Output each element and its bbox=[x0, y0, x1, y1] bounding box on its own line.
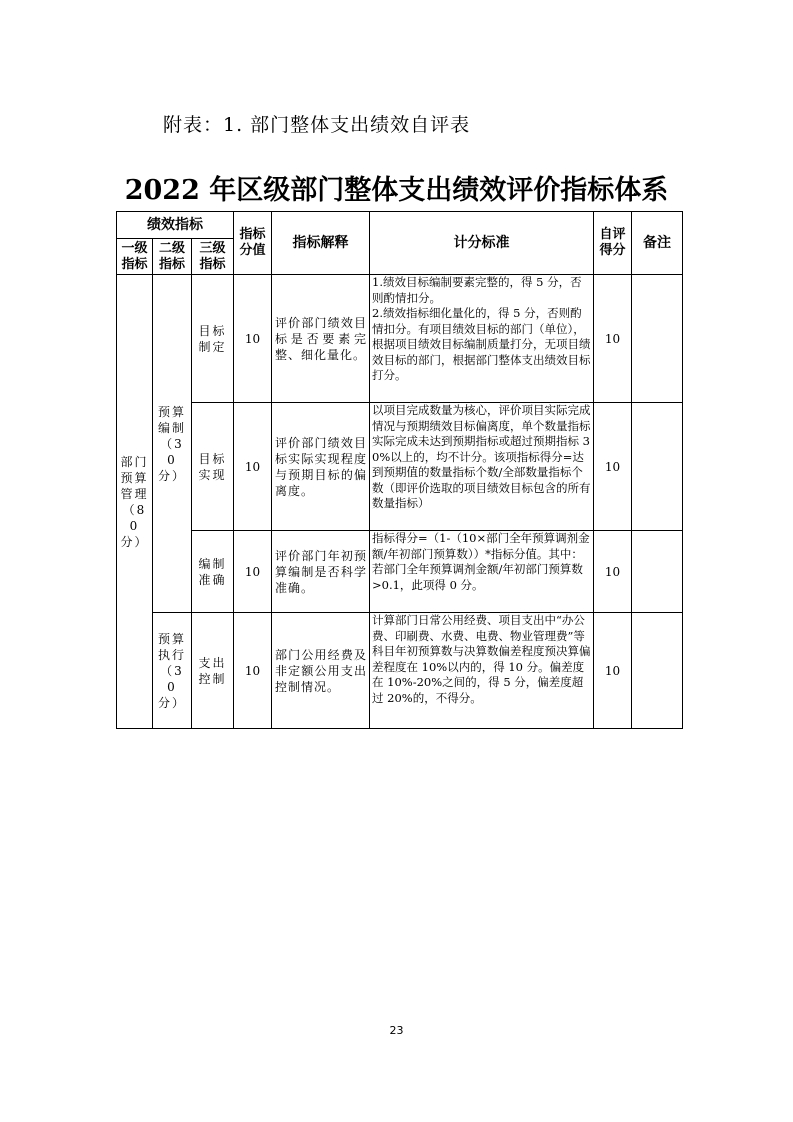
header-remarks: 备注 bbox=[632, 212, 683, 275]
self-score-cell: 10 bbox=[594, 403, 632, 531]
header-level1: 一级指标 bbox=[117, 239, 153, 275]
level1-cell: 部门预算管理（80分） bbox=[117, 275, 153, 729]
level2-cell: 预算执行（30分） bbox=[153, 613, 192, 729]
header-level2: 二级指标 bbox=[153, 239, 192, 275]
level3-cell: 目标实现 bbox=[192, 403, 234, 531]
explanation-cell: 评价部门绩效目标是否要素完整、细化量化。 bbox=[272, 275, 370, 403]
table-row bbox=[117, 403, 683, 531]
indicator-table bbox=[116, 211, 683, 729]
header-self-score: 自评得分 bbox=[594, 212, 632, 275]
header-criteria: 计分标准 bbox=[370, 212, 594, 275]
level3-cell: 支出控制 bbox=[192, 613, 234, 729]
explanation-cell: 评价部门绩效目标实际实现程度与预期目标的偏离度。 bbox=[272, 403, 370, 531]
remarks-cell bbox=[632, 613, 683, 729]
criteria-cell: 1.绩效目标编制要素完整的，得 5 分，否则酌情扣分。 2.绩效指标细化量化的，得 5 分，否则酌情扣分。有项目绩效目标的部门（单位），根据项目绩效目标编制质量打分，无项目绩效目标的部门，根据部门整体支出绩效目标打分。 bbox=[370, 275, 594, 403]
remarks-cell bbox=[632, 531, 683, 613]
self-score-cell: 10 bbox=[594, 531, 632, 613]
header-indicator: 绩效指标 bbox=[117, 212, 234, 239]
remarks-cell bbox=[632, 403, 683, 531]
table-row bbox=[117, 531, 683, 613]
header-explanation: 指标解释 bbox=[272, 212, 370, 275]
criteria-cell: 以项目完成数量为核心，评价项目实际完成情况与预期绩效目标偏离度，单个数量指标实际完成未达到预期指标或超过预期指标 30%以上的，均不计分。该项指标得分=达到预期值的数量指标个数/全部数量指标个数（即评价选取的项目绩效目标包含的所有数量指标） bbox=[370, 403, 594, 531]
weight-cell: 10 bbox=[234, 531, 272, 613]
self-score-cell: 10 bbox=[594, 275, 632, 403]
explanation-cell: 部门公用经费及非定额公用支出控制情况。 bbox=[272, 613, 370, 729]
criteria-cell: 计算部门日常公用经费、项目支出中“办公费、印刷费、水费、电费、物业管理费”等科目年初预算数与决算数偏差程度预决算偏差程度在 10%以内的，得 10 分。偏差度在 10%-20%之间的，得 5 分，偏差度超过 20%的，不得分。 bbox=[370, 613, 594, 729]
table-row bbox=[117, 275, 683, 403]
header-level3: 三级指标 bbox=[192, 239, 234, 275]
level3-cell: 编制准确 bbox=[192, 531, 234, 613]
weight-cell: 10 bbox=[234, 275, 272, 403]
page-title: 2022 年区级部门整体支出绩效评价指标体系 bbox=[124, 175, 669, 206]
level2-cell: 预算编制（30分） bbox=[153, 275, 192, 613]
explanation-cell: 评价部门年初预算编制是否科学准确。 bbox=[272, 531, 370, 613]
self-score-cell: 10 bbox=[594, 613, 632, 729]
table-row bbox=[117, 613, 683, 729]
criteria-cell: 指标得分=（1-（10×部门全年预算调剂金额/年初部门预算数））*指标分值。其中：若部门全年预算调剂金额/年初部门预算数>0.1，此项得 0 分。 bbox=[370, 531, 594, 613]
weight-cell: 10 bbox=[234, 613, 272, 729]
attachment-label: 附表：1. 部门整体支出绩效自评表 bbox=[163, 114, 471, 136]
remarks-cell bbox=[632, 275, 683, 403]
weight-cell: 10 bbox=[234, 403, 272, 531]
header-weight: 指标分值 bbox=[234, 212, 272, 275]
page-number: 23 bbox=[389, 1024, 404, 1037]
level3-cell: 目标制定 bbox=[192, 275, 234, 403]
